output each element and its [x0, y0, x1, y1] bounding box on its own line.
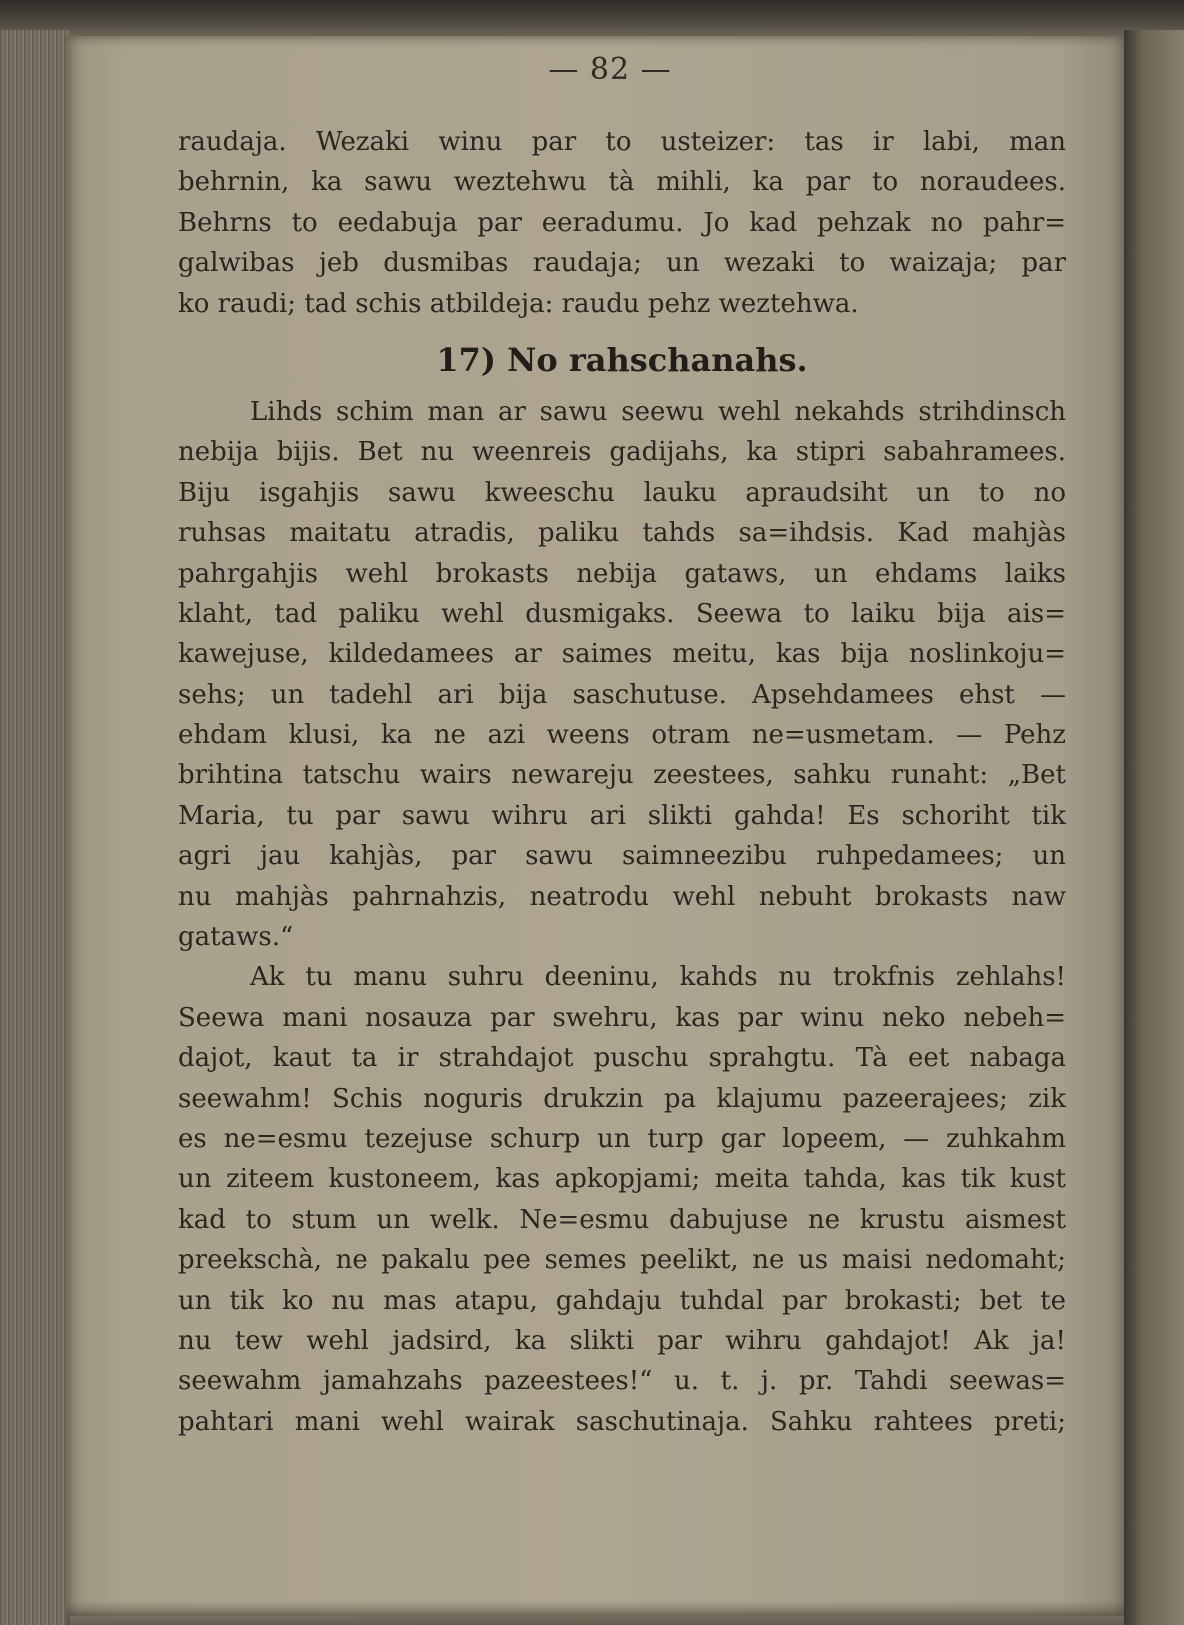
text-line: Behrns to eedabuja par eeradumu. Jo kad pehzak no pahr=: [178, 207, 1066, 238]
page-stack-left: [0, 30, 70, 1625]
text-line: Lihds schim man ar sawu seewu wehl nekahds strihdinsch: [250, 396, 1066, 427]
text-line: un ziteem kustoneem, kas apkopjami; meita tahda, kas tik kust: [178, 1164, 1066, 1195]
page-number: — 82 —: [548, 52, 672, 87]
text-line: brihtina tatschu wairs newareju zeestees, sahku runaht: „Bet: [178, 760, 1066, 791]
text-line: pahtari mani wehl wairak saschutinaja. Sahku rahtees preti;: [178, 1406, 1066, 1437]
text-line: Biju isgahjis sawu kweeschu lauku apraudsiht un to no: [178, 477, 1066, 508]
text-line: klaht, tad paliku wehl dusmigaks. Seewa to laiku bija ais=: [178, 598, 1066, 629]
text-line: seewahm! Schis noguris drukzin pa klajumu pazeerajees; zik: [178, 1083, 1066, 1114]
text-line: Ak tu manu suhru deeninu, kahds nu trokfnis zehlahs!: [250, 962, 1066, 993]
paragraph-1: [178, 122, 1066, 324]
text-line: nu mahjàs pahrnahzis, neatrodu wehl nebuht brokasts naw: [178, 881, 1066, 912]
text-line: pahrgahjis wehl brokasts nebija gataws, un ehdams laiks: [178, 558, 1066, 589]
page-bottom-shadow: [66, 1600, 1124, 1625]
text-line: raudaja. Wezaki winu par to usteizer: tas ir labi, man: [178, 127, 1066, 157]
text-line: ruhsas maitatu atradis, paliku tahds sa=ihdsis. Kad mahjàs: [178, 518, 1066, 549]
book-spine-edge: [1124, 30, 1184, 1625]
text-line: ehdam klusi, ka ne azi weens otram ne=usmetam. — Pehz: [178, 720, 1066, 751]
page-text: [178, 122, 1066, 1442]
paragraph-2: [178, 392, 1066, 957]
text-line: Maria, tu par sawu wihru ari slikti gahda! Es schoriht tik: [178, 800, 1066, 831]
text-line: galwibas jeb dusmibas raudaja; un wezaki to waizaja; par: [178, 248, 1066, 279]
text-line: kad to stum un welk. Ne=esmu dabujuse ne krustu aismest: [178, 1204, 1066, 1235]
text-line: es ne=esmu tezejuse schurp un turp gar lopeem, — zuhkahm: [178, 1123, 1066, 1154]
section-heading: 17) No rahschanahs.: [436, 340, 808, 379]
text-line: behrnin, ka sawu weztehwu tà mihli, ka par to noraudees.: [178, 167, 1066, 198]
text-line: un tik ko nu mas atapu, gahdaju tuhdal par brokasti; bet te: [178, 1285, 1066, 1316]
text-line: seewahm jamahzahs pazeestees!“ u. t. j. pr. Tahdi seewas=: [178, 1366, 1066, 1397]
text-line: dajot, kaut ta ir strahdajot puschu sprahgtu. Tà eet nabaga: [178, 1043, 1066, 1074]
text-line: agri jau kahjàs, par sawu saimneezibu ruhpedamees; un: [178, 841, 1066, 872]
text-line: sehs; un tadehl ari bija saschutuse. Apsehdamees ehst —: [178, 679, 1066, 710]
text-line: kawejuse, kildedamees ar saimes meitu, kas bija noslinkoju=: [178, 639, 1066, 670]
paragraph-3: [178, 957, 1066, 1442]
text-line: nu tew wehl jadsird, ka slikti par wihru gahdajot! Ak ja!: [178, 1325, 1066, 1356]
text-line: ko raudi; tad schis atbildeja: raudu pehz weztehwa.: [178, 288, 859, 319]
scan-top-edge: [0, 0, 1184, 38]
text-line: Seewa mani nosauza par swehru, kas par winu neko nebeh=: [178, 1002, 1066, 1033]
text-line: preekschà, ne pakalu pee semes peelikt, ne us maisi nedomaht;: [178, 1245, 1066, 1276]
text-line: nebija bijis. Bet nu weenreis gadijahs, ka stipri sabahramees.: [178, 437, 1066, 468]
text-line: gataws.“: [178, 922, 294, 953]
